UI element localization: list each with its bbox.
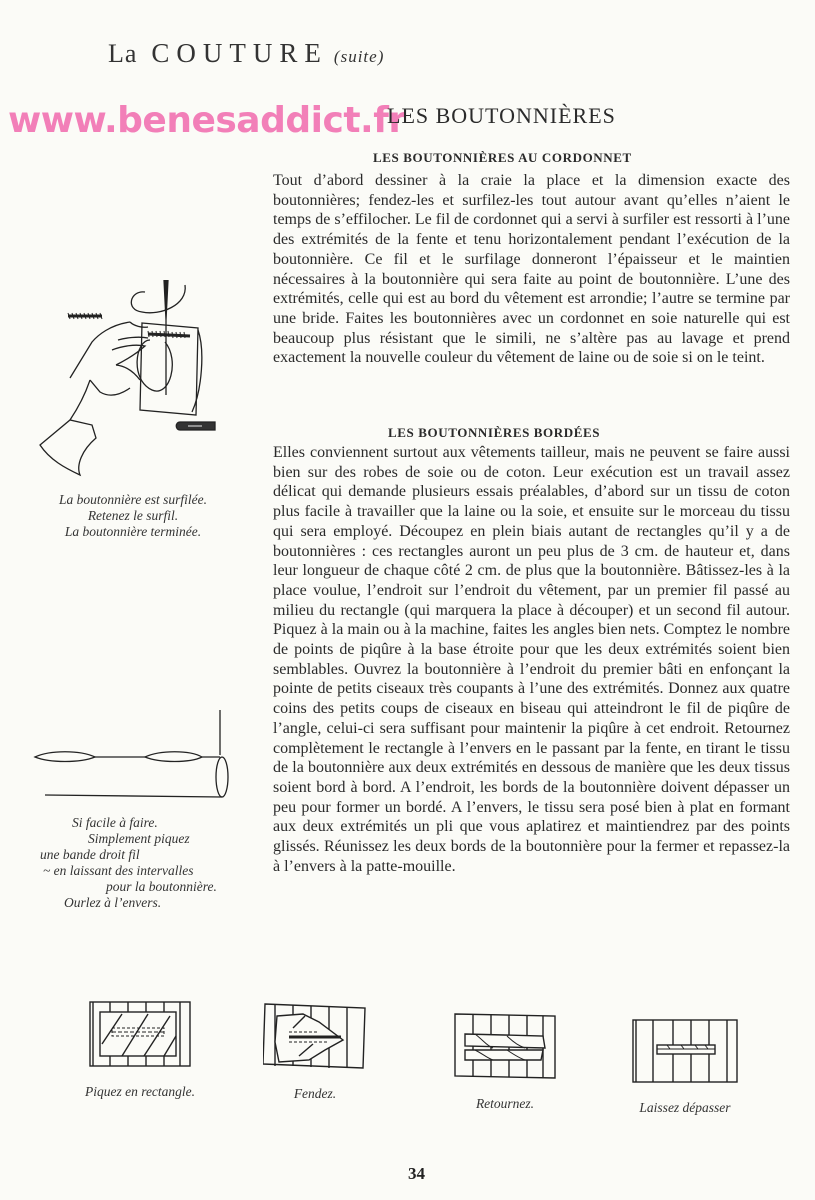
subheading-cordonnet: LES BOUTONNIÈRES AU CORDONNET: [373, 150, 632, 165]
stitched-band-illustration: [30, 705, 230, 800]
hand-illustration-caption: [28, 492, 238, 540]
finished-buttonhole-sample: [176, 422, 215, 430]
step-2-diagram: [263, 1002, 367, 1070]
caption-line: La boutonnière terminée.: [64, 524, 202, 539]
caption-line: La boutonnière est surfilée.: [59, 492, 207, 507]
step-caption: Laissez dépasser: [639, 1100, 731, 1115]
step-1-diagram: [88, 1000, 192, 1068]
caption-line: Simplement piquez: [88, 831, 190, 846]
paragraph-cordonnet: Tout d’abord dessiner à la craie la place et la dimension exacte des boutonnières; fendez-les et surfilez-les tout autour avant qu’elles n’aient le temps de s’effilocher. Le fil de cordonnet qui a servi à surfiler est ressorti à l’une des extrémités de la fente et tenu horizontalement pendant l’exécution de la boutonnière. Ce fil et le surfilage donneront l’épaisseur et le maintien nécessaires à la boutonnière qui sera faite au point de boutonnière. L’une des extrémités, celle qui est au bord du vêtement est arrondie; l’autre se termine par une bride. Faites les boutonnières avec un cordonnet en soie naturelle qui est beaucoup plus résistant que le simili, ne s’altère pas au lavage et prend exactement la nouvelle couleur du vêtement de laine ou de soie si on le teint.: [273, 172, 790, 367]
header-title: COUTURE: [151, 38, 328, 68]
caption-line: ~ en laissant des intervalles: [43, 863, 194, 878]
hand-sewing-illustration: [30, 280, 240, 480]
step-4-diagram: [631, 1018, 739, 1084]
header-suffix: (suite): [333, 47, 385, 66]
step-figure-4: [620, 1018, 750, 1116]
watermark-url: www.benesaddict.fr: [8, 100, 406, 141]
step-3-diagram: [453, 1012, 557, 1080]
band-illustration-caption: [40, 815, 240, 911]
header-prefix: La: [108, 39, 138, 68]
step-caption: Fendez.: [293, 1086, 337, 1101]
caption-line: Ourlez à l’envers.: [64, 895, 162, 910]
caption-line: Si facile à faire.: [72, 815, 158, 830]
step-figure-2: [250, 1002, 380, 1102]
step-caption: Piquez en rectangle.: [84, 1084, 196, 1099]
surfiled-buttonhole-sample: [68, 313, 102, 319]
subheading-bordees: LES BOUTONNIÈRES BORDÉES: [388, 425, 601, 440]
running-header: [108, 38, 384, 69]
step-figure-1: [60, 1000, 220, 1100]
caption-line: Retenez le surfil.: [87, 508, 179, 523]
paragraph-bordees: Elles conviennent surtout aux vêtements tailleur, mais ne peuvent se faire aussi bien sur des robes de soie ou de coton. Leur exécution est un travail assez délicat qui demande plusieurs essais préalables, d’abord sur un tissu de coton plus facile à travailler que la laine ou la soie, et ensuite sur le morceau du tissu qui sera employé. Découpez en plein biais autant de rectangles qu’il y a de boutonnières : ces rectangles auront un peu plus de 3 cm. de hauteur et, dans leur longueur de chaque côté 2 cm. de plus que la boutonnière. Bâtissez-les à la place voulue, l’endroit sur l’endroit du vêtement, par un premier fil passé au milieu du rectangle (qui marquera la place à découper) et un second fil autour. Piquez à la main ou à la machine, faites les angles bien nets. Comptez le nombre de points de piqûre à la base étroite pour que les deux extrémités soient bien semblables. Ouvrez la boutonnière à l’endroit du premier bâti en enfonçant la pointe de petits ciseaux très coupants à l’une des extrémités. Donnez aux quatre coins des petits coups de ciseaux en biseau qui atteindront le fil de piqûre de l’angle, celui-ci sera suffisant pour maintenir la piqûre à cet endroit. Retournez complètement le rectangle à l’envers en le passant par la fente, en tirant le tissu de la boutonnière aux deux extrémités en dessous de manière que les deux tissus soient bord à bord. A l’endroit, les bords de la boutonnière doivent dépasser un peu pour former un bordé. A l’envers, le tissu sera posé bien à plat en formant aux deux extrémités un pli que vous aplatirez et maintiendrez par des points glissés. Réunissez les deux bords de la boutonnière pour la fermer et repassez-la à l’envers à la patte-mouille.: [273, 444, 790, 875]
section-title: LES BOUTONNIÈRES: [387, 103, 616, 128]
step-figure-3: [440, 1012, 570, 1112]
caption-line: pour la boutonnière.: [106, 879, 217, 894]
page-number: 34: [408, 1164, 425, 1183]
step-caption: Retournez.: [475, 1096, 535, 1111]
caption-line: une bande droit fil: [40, 847, 140, 862]
